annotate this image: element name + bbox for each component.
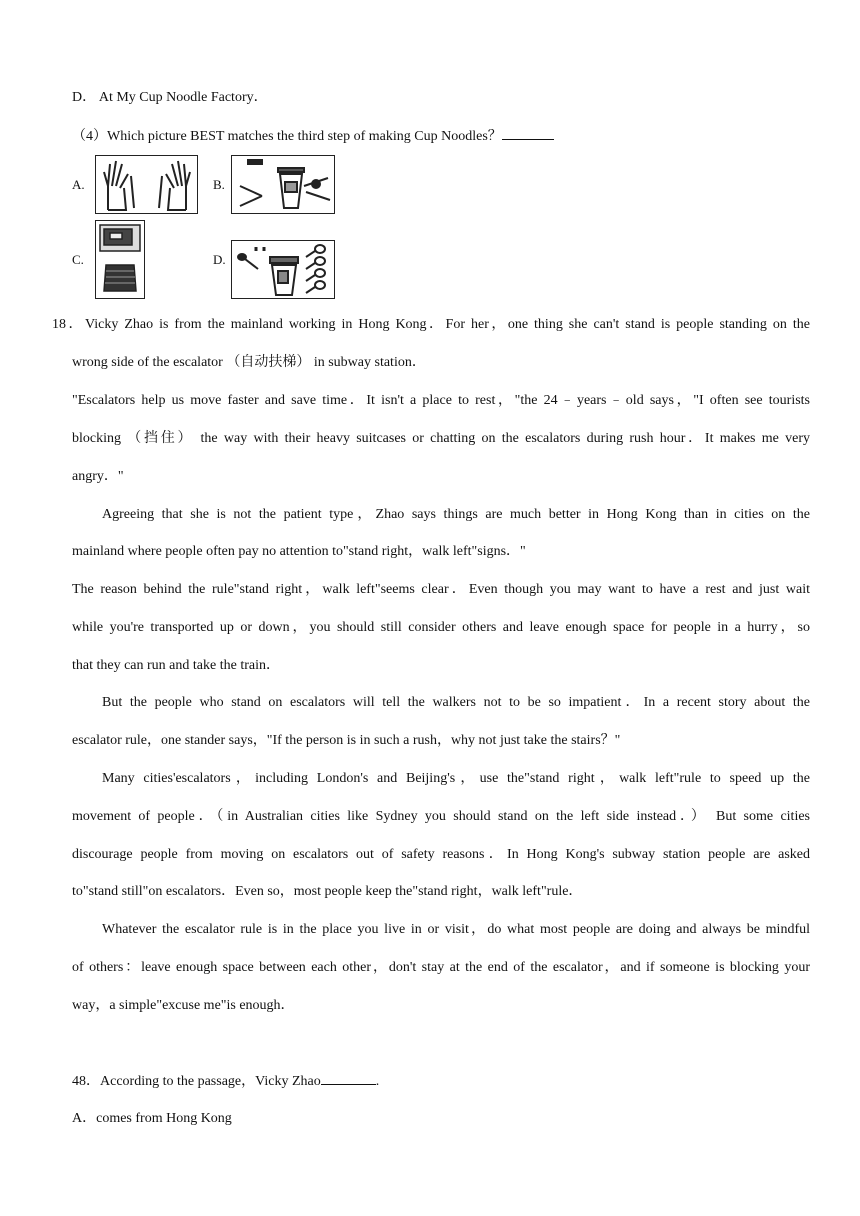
microwave-icon — [96, 221, 144, 298]
picture-option-c-label: C. — [72, 252, 84, 267]
passage-line-2: wrong side of the escalator （自动扶梯） in subway station． — [72, 355, 426, 370]
passage-line-4: blocking （挡住） the way with their heavy suitcases or chatting on the escalators during rush hour．It makes me very — [72, 431, 810, 446]
passage-line-12: escalator rule，one stander says，"If the person is in such a rush，why not just take the stairs？" — [72, 733, 621, 748]
passage-line-5: angry．" — [72, 469, 124, 484]
passage-line-13: Many cities'escalators，including London's and Beijing's，use the"stand right，walk left"rule to speed up the — [102, 771, 810, 786]
picture-option-a — [95, 155, 198, 214]
passage-line-10: that they can run and take the train． — [72, 658, 280, 673]
picture-option-a-label: A. — [72, 177, 85, 192]
question-4 — [72, 127, 554, 146]
passage-line-3: "Escalators help us move faster and save time．It isn't a place to rest，"the 24﹣years﹣old says，"I often see tourists — [72, 393, 810, 408]
question-4-text: （4）Which picture BEST matches the third step of making Cup Noodles？ — [72, 129, 502, 144]
picture-option-d-label: D. — [213, 252, 226, 267]
passage-line-8: The reason behind the rule"stand right，walk left"seems clear．Even though you may want to have a rest and just wait — [72, 582, 810, 597]
passage-line-6: Agreeing that she is not the patient type，Zhao says things are much better in Hong Kong than in cities on the — [102, 507, 810, 522]
passage-line-14: movement of people．（in Australian cities like Sydney you should stand on the left side instead．） But some cities — [72, 809, 810, 824]
passage-line-16: to"stand still"on escalators．Even so，most people keep the"stand right，walk left"rule． — [72, 884, 583, 899]
q48-option-a: A．comes from Hong Kong — [72, 1111, 232, 1126]
passage-line-9: while you're transported up or down，you should still consider others and leave enough space for people in a hurry，so — [72, 620, 810, 635]
passage-line-11: But the people who stand on escalators will tell the walkers not to be so impatient．In a recent story about the — [102, 695, 810, 710]
cup-noodle-fork-icon — [232, 156, 334, 213]
option-d-text: D． At My Cup Noodle Factory． — [72, 90, 268, 105]
passage-line-18: of others：leave enough space between each other，don't stay at the end of the escalator，and if someone is blocking your — [72, 960, 810, 975]
picture-option-d — [231, 240, 335, 299]
answer-blank-48 — [321, 1072, 376, 1085]
hands-icon — [96, 156, 197, 213]
answer-blank — [502, 127, 554, 140]
passage-line-1: 18．Vicky Zhao is from the mainland working in Hong Kong．For her，one thing she can't stand is people standing on the — [52, 317, 810, 332]
picture-option-b-label: B. — [213, 177, 225, 192]
question-48-suffix: . — [375, 1074, 380, 1089]
picture-option-b — [231, 155, 335, 214]
passage-line-15: discourage people from moving on escalators out of safety reasons．In Hong Kong's subway station people are asked — [72, 847, 810, 862]
passage-line-7: mainland where people often pay no attention to"stand right，walk left"signs．" — [72, 544, 526, 559]
picture-option-c — [95, 220, 145, 299]
passage-line-17: Whatever the escalator rule is in the place you live in or visit，do what most people are doing and always be mindful — [102, 922, 810, 937]
cup-noodle-spoons-icon — [232, 241, 334, 298]
question-48 — [72, 1072, 379, 1091]
passage-line-19: way，a simple"excuse me"is enough． — [72, 998, 295, 1013]
question-48-text: 48．According to the passage，Vicky Zhao — [72, 1074, 321, 1089]
